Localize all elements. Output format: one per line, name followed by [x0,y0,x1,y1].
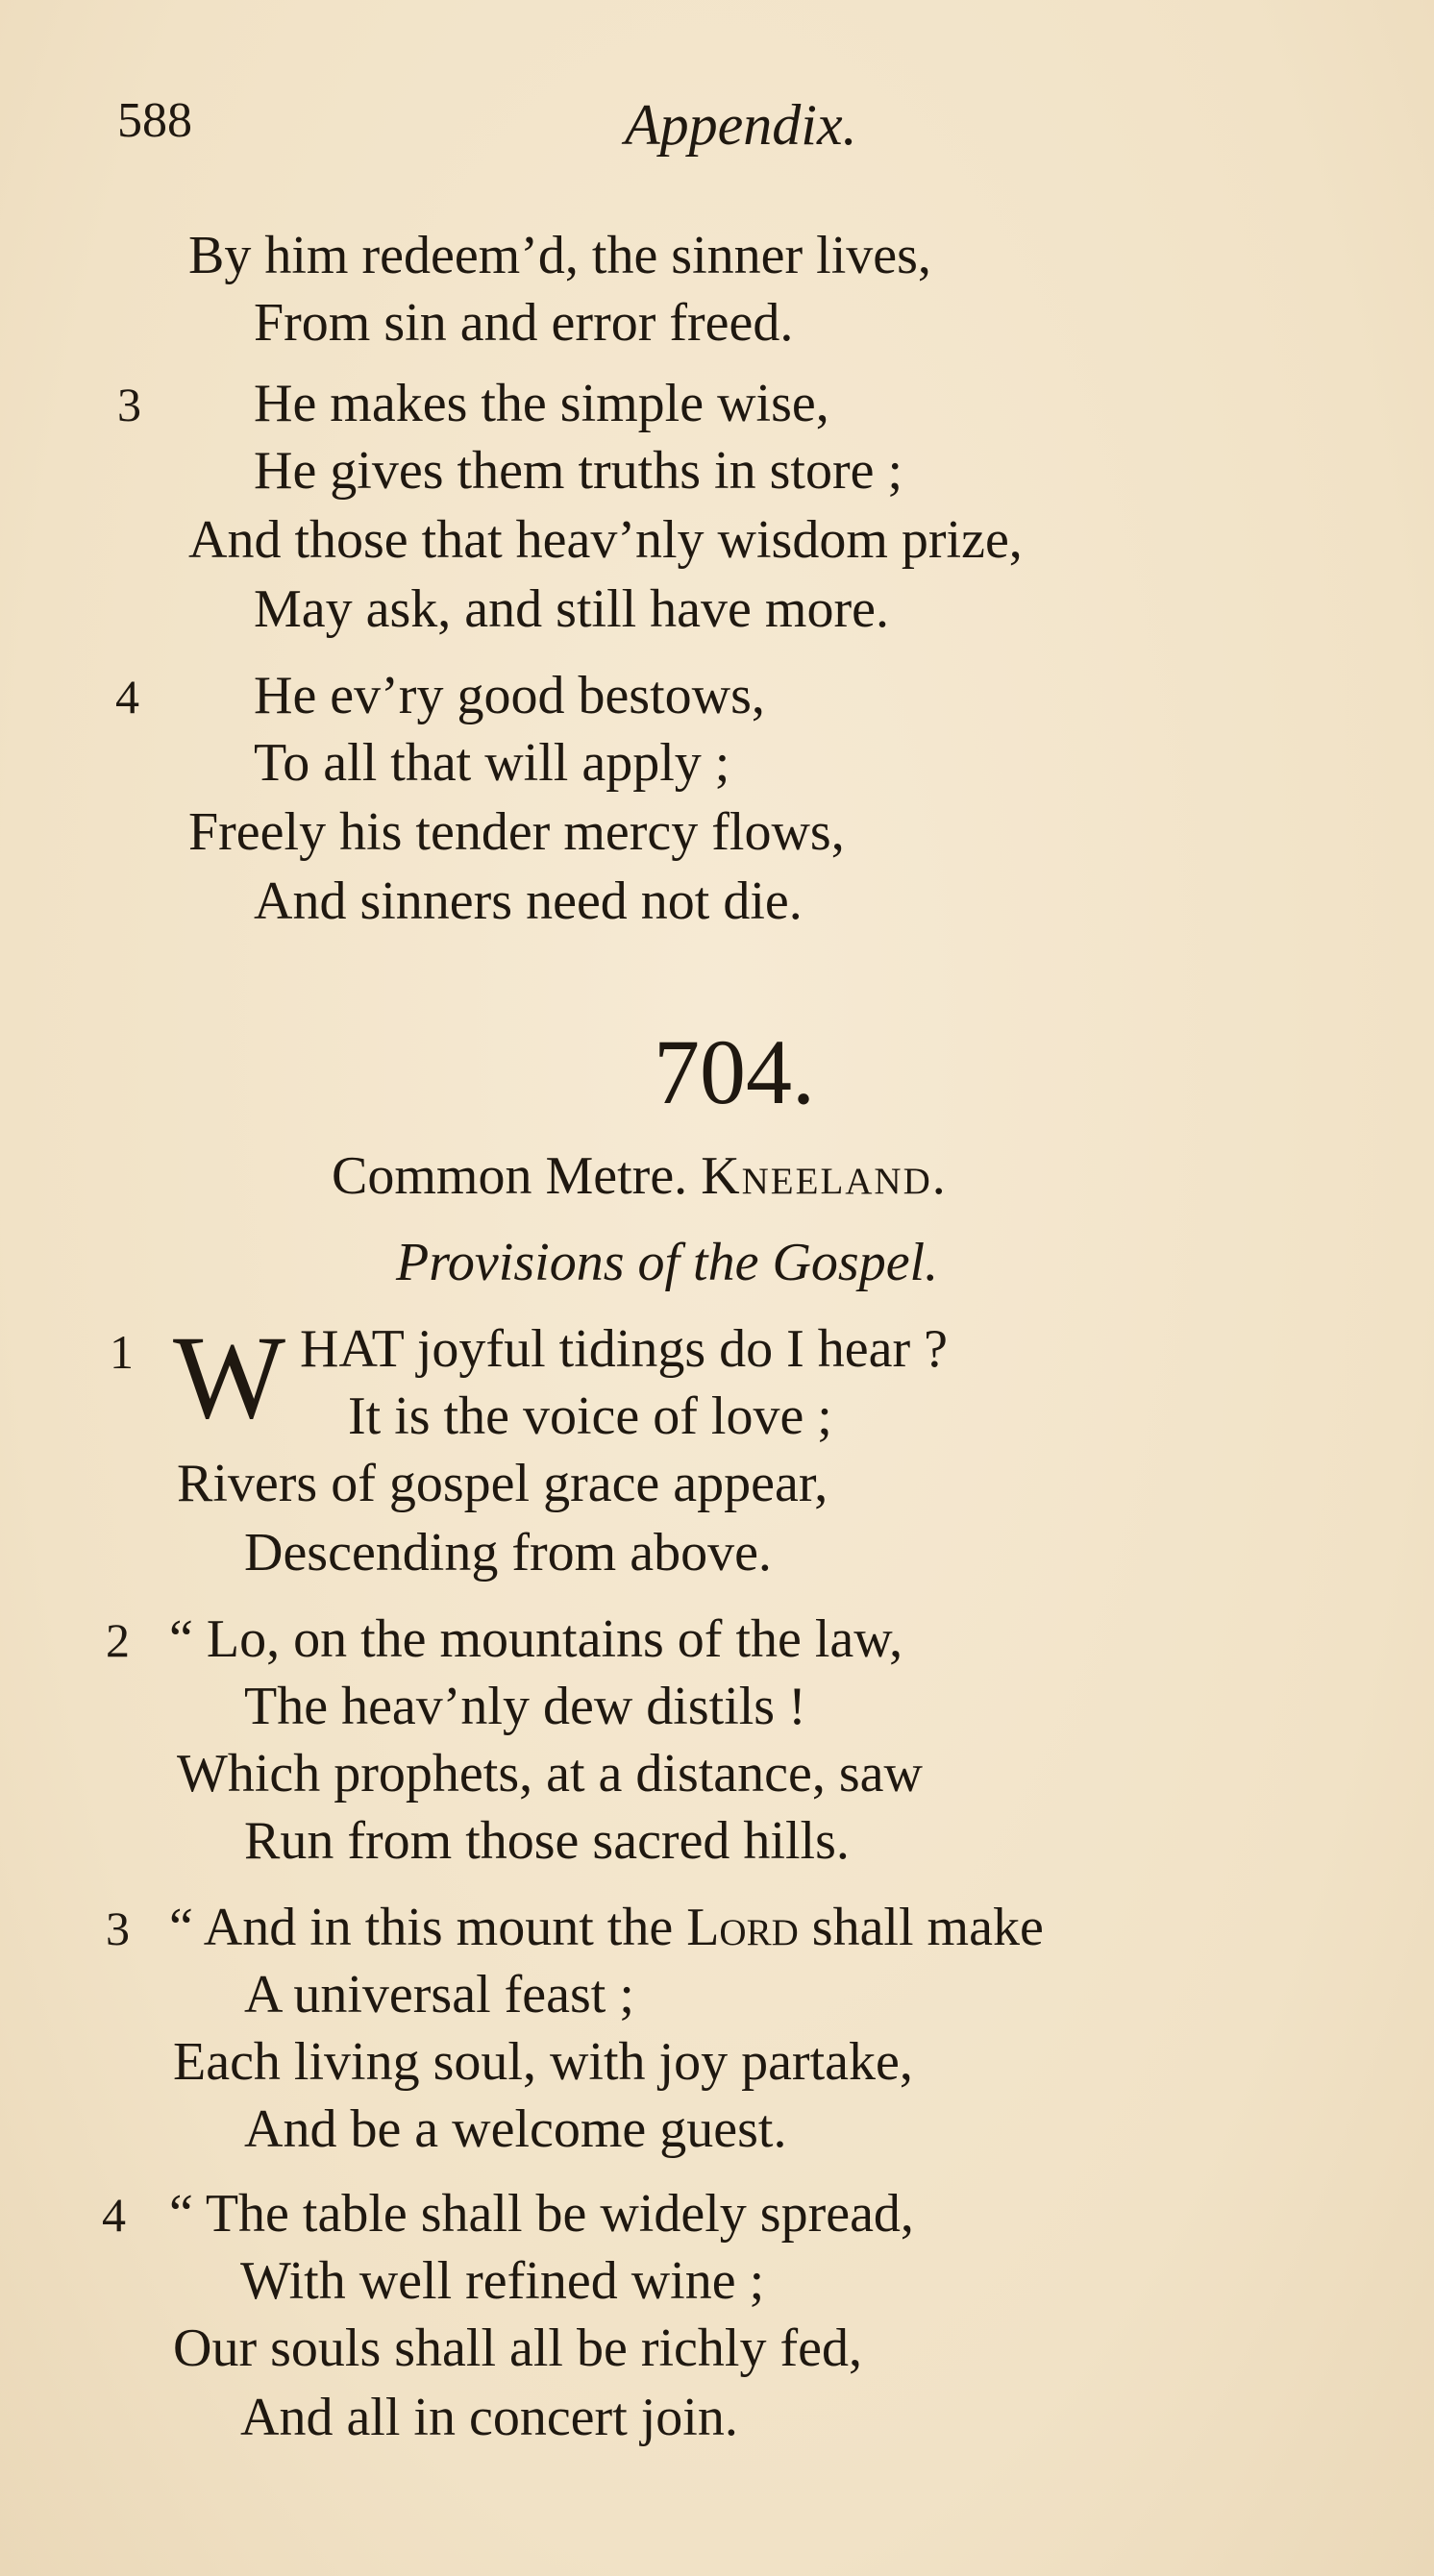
verse-line: He makes the simple wise, [254,374,829,433]
verse-number: 3 [106,1901,130,1955]
verse-line: “ The table shall be widely spread, [169,2184,914,2244]
verse-line: And sinners need not die. [254,871,803,931]
verse-line: And those that heav’nly wisdom prize, [188,510,1023,570]
verse-line: “ Lo, on the mountains of the law, [169,1609,903,1669]
continuation-line-2: From sin and error freed. [254,293,794,353]
verse-line: Our souls shall all be richly fed, [173,2318,862,2378]
meter: Common Metre. [332,1146,688,1206]
meter-and-tune [332,1146,948,1206]
verse-line: May ask, and still have more. [254,579,889,639]
hymn-number: 704. [654,1020,815,1123]
verse-number: 3 [117,378,141,431]
verse-number: 4 [102,2188,126,2242]
verse-line: The heav’nly dew distils ! [244,1677,806,1736]
tune-name: Kneeland. [701,1146,948,1206]
verse-line: It is the voice of love ; [348,1386,832,1446]
lord-small-caps: Lord [686,1898,799,1957]
verse-number: 1 [110,1325,134,1379]
verse-line: He ev’ry good bestows, [254,666,765,725]
verse-line: He gives them truths in store ; [254,441,903,501]
page-number: 588 [117,93,192,148]
verse-text: “ And in this mount the [169,1898,687,1957]
verse-line: Descending from above. [244,1523,772,1582]
verse-line: With well refined wine ; [240,2251,765,2311]
verse-line: A universal feast ; [244,1965,634,2024]
verse-line: Which prophets, at a distance, saw [177,1744,923,1803]
verse-line: And all in concert join. [240,2388,738,2447]
verse-number: 4 [115,670,139,724]
verse-line: Freely his tender mercy flows, [188,802,845,862]
verse-line: To all that will apply ; [254,733,730,793]
verse-line: Rivers of gospel grace appear, [177,1454,828,1513]
verse-line: Each living soul, with joy partake, [173,2032,913,2092]
verse-text: shall make [798,1898,1044,1957]
drop-cap: W [173,1312,286,1443]
verse-line: And be a welcome guest. [244,2099,787,2159]
verse-line: Run from those sacred hills. [244,1811,850,1871]
section-title: Appendix. [625,93,857,157]
verse-number: 2 [106,1613,130,1667]
verse-line [169,1898,1044,1957]
hymn-subject: Provisions of the Gospel. [396,1233,939,1292]
verse-line: HAT joyful tidings do I hear ? [300,1319,948,1379]
continuation-line-1: By him redeem’d, the sinner lives, [188,226,931,285]
